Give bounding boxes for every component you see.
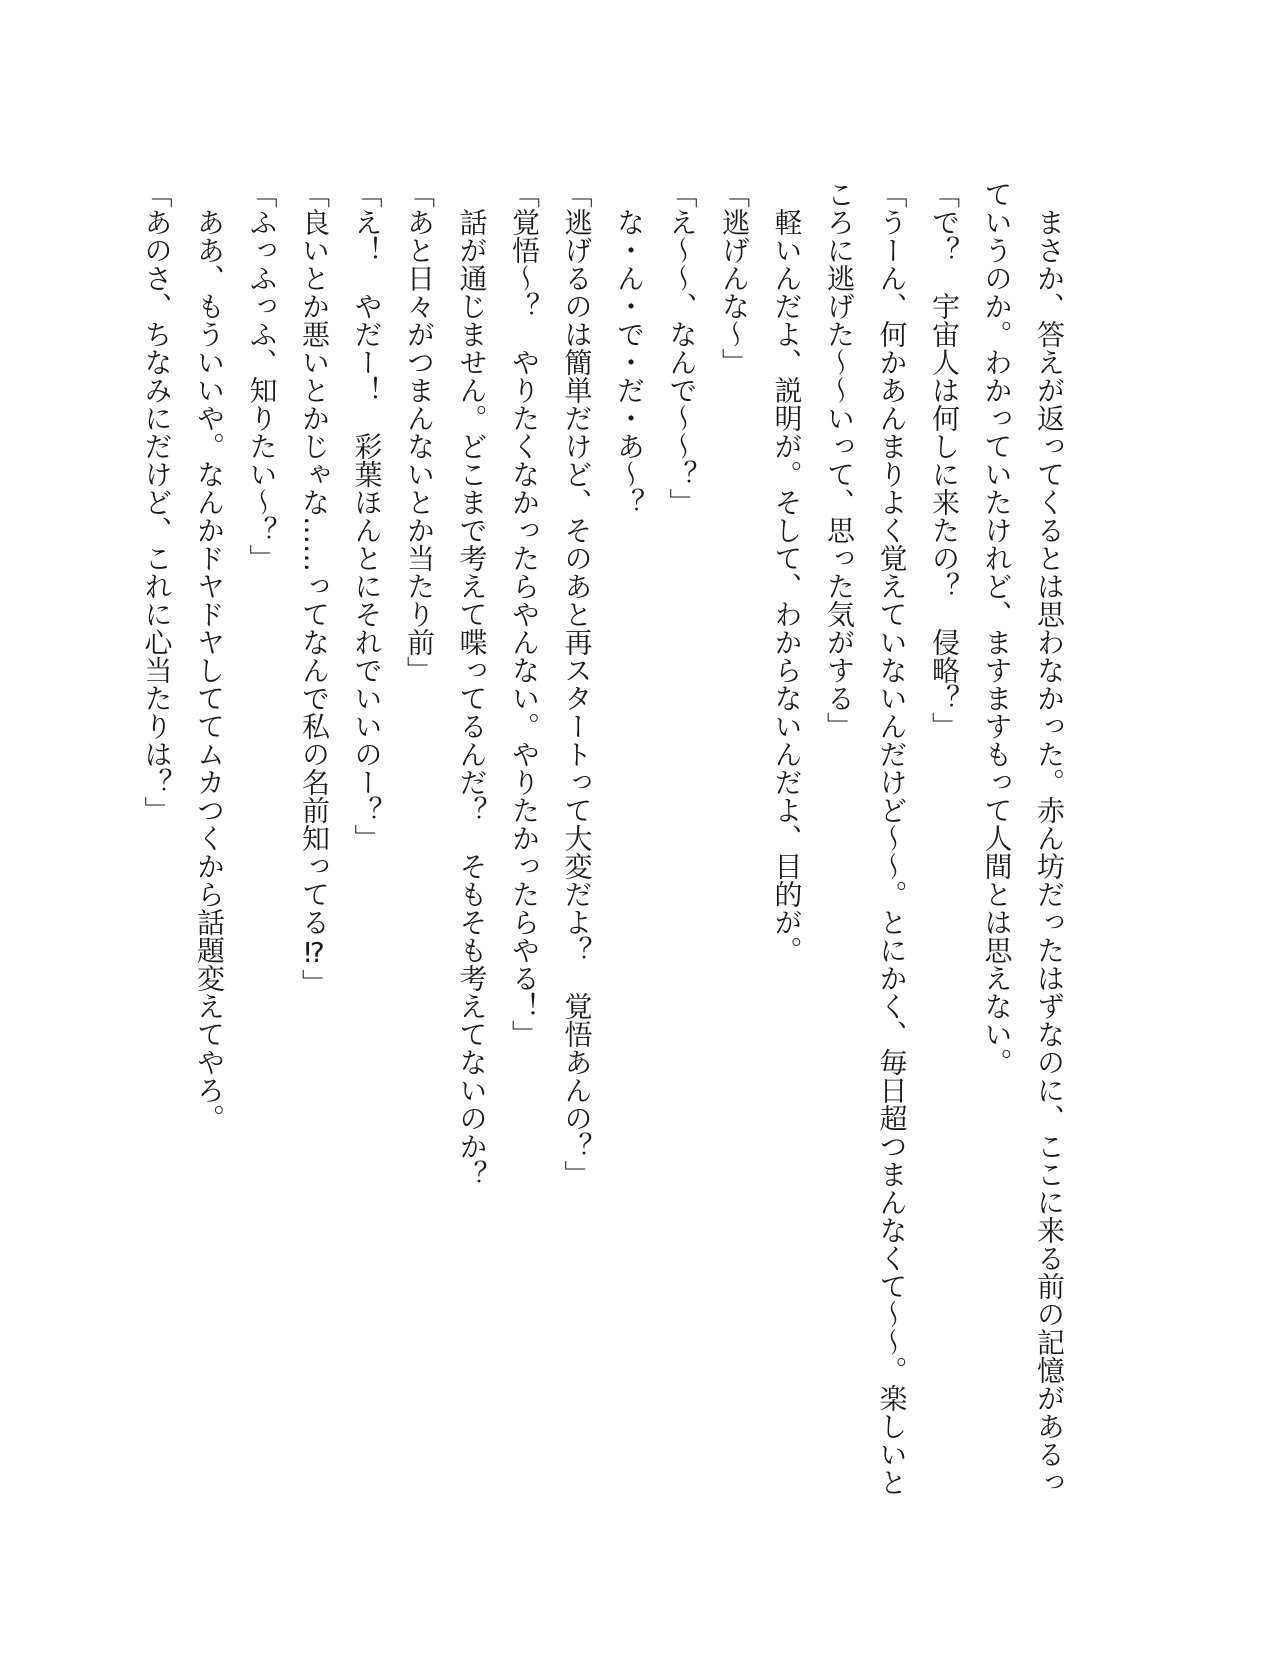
text-line: まさか、答えが返ってくるとは思わなかった。赤ん坊だったはずなのに、ここに来る前の記憶があるっていうのか。わかっていたけれど、ますますもって人間とは思えない。 bbox=[980, 180, 1066, 1496]
vertical-text-body bbox=[130, 180, 1075, 1510]
text-line: 「逃げるのは簡単だけど、そのあと再スタートって大変だよ？ 覚悟あんの？」 bbox=[560, 180, 594, 1188]
text-line: 「良いとか悪いとかじゃな……ってなんで私の名前知ってる⁉」 bbox=[298, 180, 331, 997]
text-line: 「で？ 宇宙人は何しに来たの？ 侵略？」 bbox=[928, 180, 961, 740]
text-line: 「逃げんな〜」 bbox=[718, 180, 751, 376]
text-line: 「覚悟〜？ やりたくなかったらやんない。やりたかったらやる！」 bbox=[508, 180, 541, 1048]
text-line: 「あと日々がつまんないとか当たり前」 bbox=[403, 180, 436, 684]
text-line: 「うーん、何かあんまりよく覚えていないんだけど〜〜。とにかく、毎日超つまんなくて〜〜。楽しいところに逃げた〜〜いって、思った気がする」 bbox=[823, 180, 909, 1496]
text-line: 軽いんだよ、説明が。そして、わからないんだよ、目的が。 bbox=[770, 180, 804, 964]
text-line: 「ふっふっふ、知りたい〜？」 bbox=[245, 180, 279, 572]
text-line: ああ、もういいや。なんかドヤドヤしててムカつくから話題変えてやろ。 bbox=[193, 180, 226, 1132]
text-line: 話が通じません。どこまで考えて喋ってるんだ？ そもそも考えてないのか？ bbox=[455, 180, 489, 1188]
text-line: 「あのさ、ちなみにだけど、これに心当たりは？」 bbox=[140, 180, 174, 824]
text-line: 「え〜〜、なんで〜〜？」 bbox=[665, 180, 699, 516]
text-line: 「え！ やだー！ 彩葉ほんとにそれでいいのー？」 bbox=[350, 180, 384, 852]
text-line: な・ん・で・だ・あ〜？ bbox=[613, 180, 646, 516]
